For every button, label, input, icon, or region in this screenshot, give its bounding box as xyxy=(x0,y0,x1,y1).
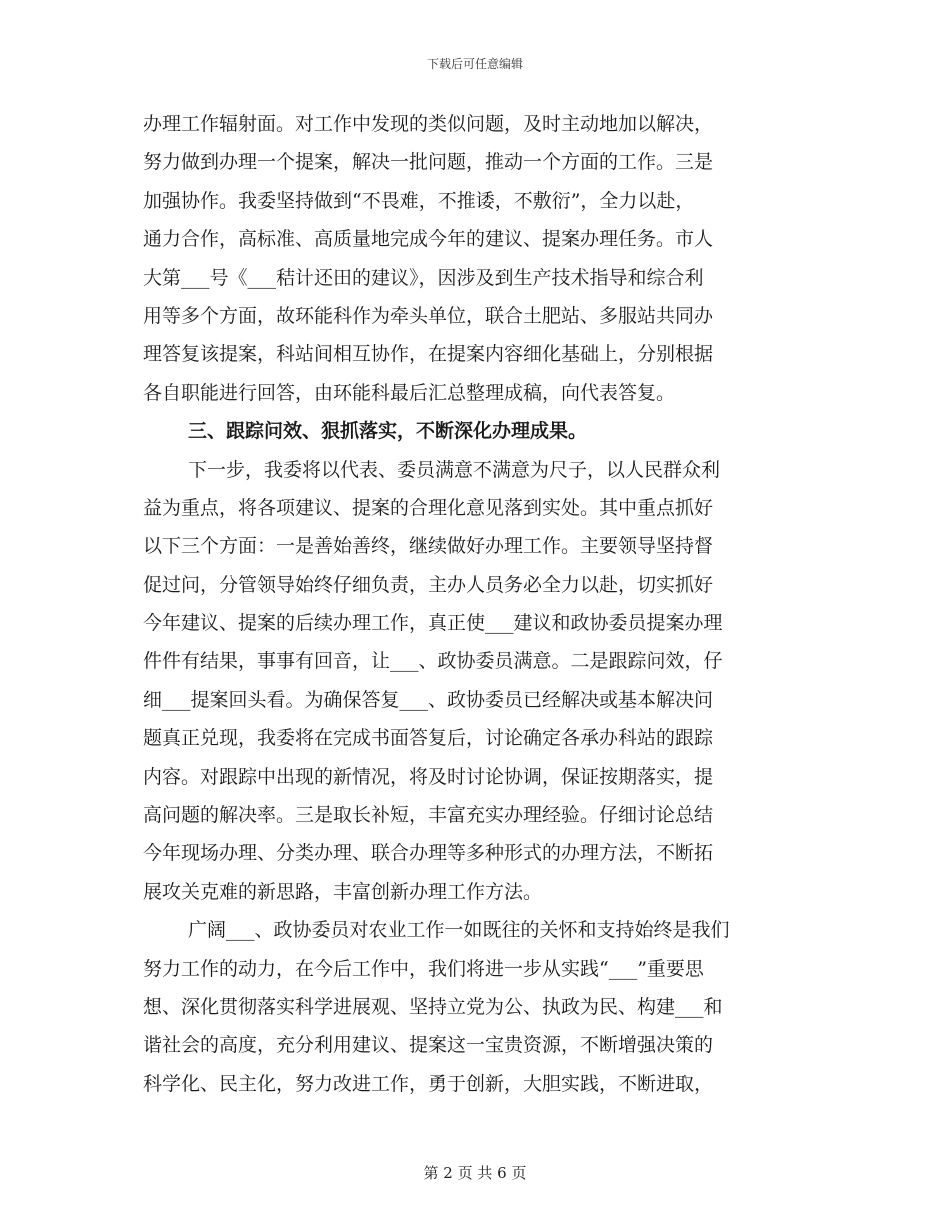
text-line: 努力做到办理一个提案，解决一批问题，推动一个方面的工作。三是 xyxy=(143,151,714,174)
text-line: 加强协作。我委坚持做到“不畏难，不推诿，不敷衍”，全力以赴， xyxy=(143,189,695,212)
text-line: 细___提案回头看。为确保答复___、政协委员已经解决或基本解决问 xyxy=(143,688,714,711)
text-line: 今年建议、提案的后续办理工作，真正使___建议和政协委员提案办理 xyxy=(143,612,723,635)
text-line: 科学化、民主化，努力改进工作，勇于创新，大胆实践，不断进取， xyxy=(143,1072,714,1095)
page-number: 第 2 页 共 6 页 xyxy=(423,1164,527,1182)
text-line: 想、深化贯彻落实科学进展观、坚持立党为公、执政为民、构建___和 xyxy=(143,995,723,1018)
text-line: 促过问，分管领导始终仔细负责，主办人员务必全力以赴，切实抓好 xyxy=(143,573,714,596)
text-line: 努力工作的动力，在今后工作中，我们将进一步从实践“___”重要思 xyxy=(143,957,704,980)
paragraph-first-line: 广阔___、政协委员对农业工作一如既往的关怀和支持始终是我们 xyxy=(188,919,730,942)
text-line: 高问题的解决率。三是取长补短，丰富充实办理经验。仔细讨论总结 xyxy=(143,804,714,827)
text-line: 以下三个方面：一是善始善终，继续做好办理工作。主要领导坚持督 xyxy=(143,535,714,558)
text-line: 内容。对跟踪中出现的新情况，将及时讨论协调，保证按期落实，提 xyxy=(143,765,714,788)
text-line: 用等多个方面，故环能科作为牵头单位，联合土肥站、多服站共同办 xyxy=(143,304,714,327)
text-line: 理答复该提案，科站间相互协作，在提案内容细化基础上，分别根据 xyxy=(143,343,714,366)
text-line: 益为重点，将各项建议、提案的合理化意见落到实处。其中重点抓好 xyxy=(143,496,714,519)
text-line: 展攻关克难的新思路，丰富创新办理工作方法。 xyxy=(143,880,543,903)
text-line: 大第___号《___秸计还田的建议》，因涉及到生产技术指导和综合利 xyxy=(143,266,704,289)
section-heading: 三、跟踪问效、狠抓落实，不断深化办理成果。 xyxy=(188,420,588,443)
text-line: 件件有结果，事事有回音，让___、政协委员满意。二是跟踪问效，仔 xyxy=(143,650,723,673)
text-line: 谐社会的高度，充分利用建议、提案这一宝贵资源，不断增强决策的 xyxy=(143,1034,714,1057)
text-line: 办理工作辐射面。对工作中发现的类似问题，及时主动地加以解决， xyxy=(143,113,714,135)
text-line: 通力合作，高标准、高质量地完成今年的建议、提案办理任务。市人 xyxy=(143,228,714,251)
paragraph-first-line: 下一步，我委将以代表、委员满意不满意为尺子，以人民群众利 xyxy=(188,458,721,481)
text-line: 题真正兑现，我委将在完成书面答复后，讨论确定各承办科站的跟踪 xyxy=(143,727,714,750)
text-line: 各自职能进行回答，由环能科最后汇总整理成稿，向代表答复。 xyxy=(143,381,676,404)
text-line: 今年现场办理、分类办理、联合办理等多种形式的办理方法，不断拓 xyxy=(143,842,714,865)
page-header: 下载后可任意编辑 xyxy=(426,57,523,71)
document-body xyxy=(143,105,811,1103)
